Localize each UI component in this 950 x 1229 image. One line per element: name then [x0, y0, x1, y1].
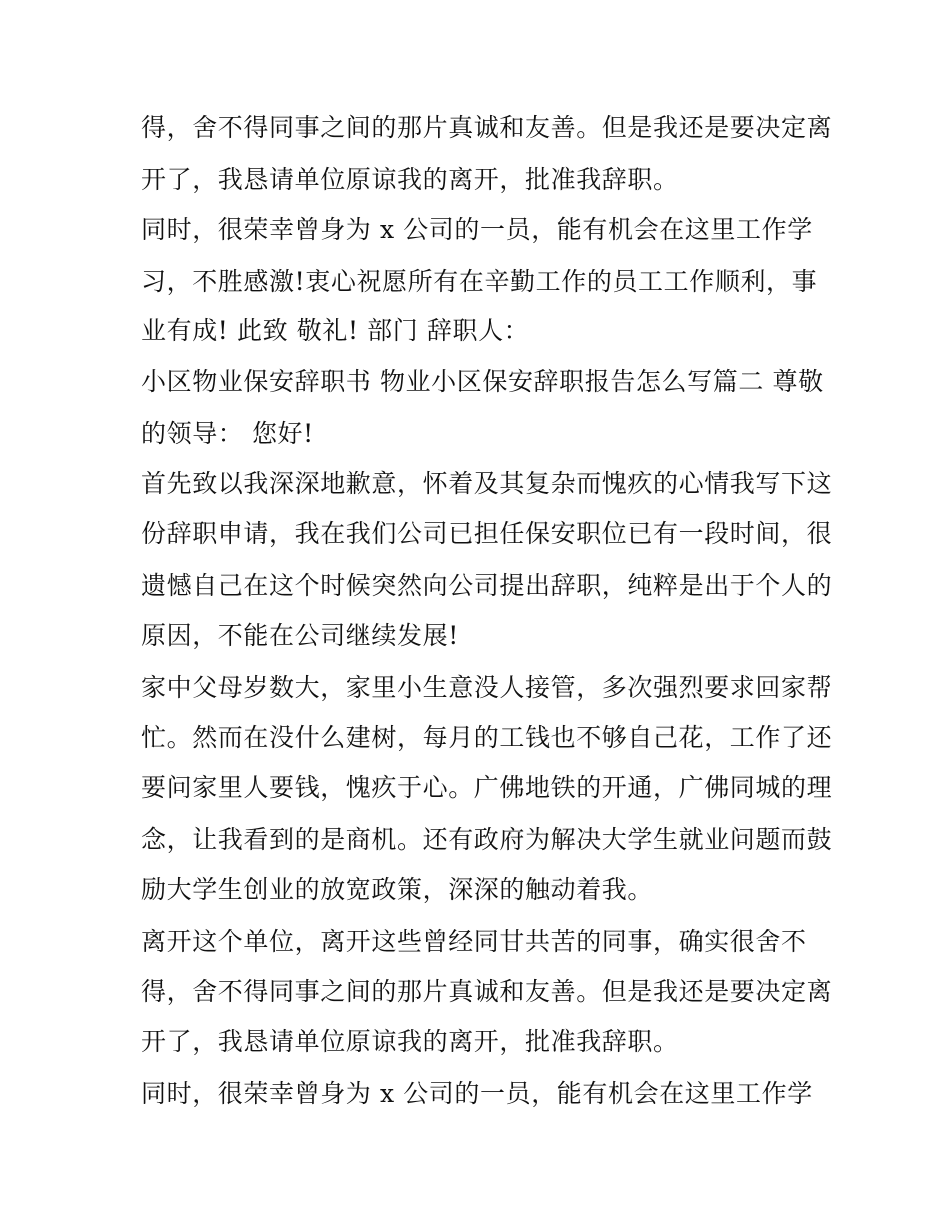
text-line: 遗憾自己在这个时候突然向公司提出辞职，纯粹是出于个人的: [141, 571, 833, 600]
text-line: 得，舍不得同事之间的那片真诚和友善。但是我还是要决定离: [141, 977, 833, 1006]
text-line: 念，让我看到的是商机。还有政府为解决大学生就业问题而鼓: [141, 825, 833, 854]
text-line: 忙。然而在没什么建树，每月的工钱也不够自己花，工作了还: [141, 723, 833, 752]
text-line: 同时，很荣幸曾身为 x 公司的一员，能有机会在这里工作学: [141, 1079, 813, 1108]
text-line: 励大学生创业的放宽政策，深深的触动着我。: [141, 875, 654, 904]
text-line: 习，不胜感激!衷心祝愿所有在辛勤工作的员工工作顺利，事: [141, 267, 818, 296]
text-line: 首先致以我深深地歉意，怀着及其复杂而愧疚的心情我写下这: [141, 469, 833, 498]
text-line: 开了，我恳请单位原谅我的离开，批准我辞职。: [141, 1027, 679, 1056]
text-line: 业有成! 此致 敬礼! 部门 辞职人：: [141, 316, 530, 345]
text-line: 家中父母岁数大，家里小生意没人接管，多次强烈要求回家帮: [141, 673, 833, 702]
text-line: 要问家里人要钱，愧疚于心。广佛地铁的开通，广佛同城的理: [141, 773, 833, 802]
text-line: 同时，很荣幸曾身为 x 公司的一员，能有机会在这里工作学: [141, 215, 813, 244]
text-line: 离开这个单位，离开这些曾经同甘共苦的同事，确实很舍不: [141, 927, 807, 956]
text-line: 的领导： 您好!: [141, 419, 314, 448]
text-line: 小区物业保安辞职书 物业小区保安辞职报告怎么写篇二 尊敬: [141, 367, 824, 396]
text-line: 份辞职申请，我在我们公司已担任保安职位已有一段时间，很: [141, 519, 833, 548]
text-line: 得，舍不得同事之间的那片真诚和友善。但是我还是要决定离: [141, 113, 833, 142]
text-line: 原因，不能在公司继续发展!: [141, 621, 459, 650]
text-line: 开了，我恳请单位原谅我的离开，批准我辞职。: [141, 165, 679, 194]
